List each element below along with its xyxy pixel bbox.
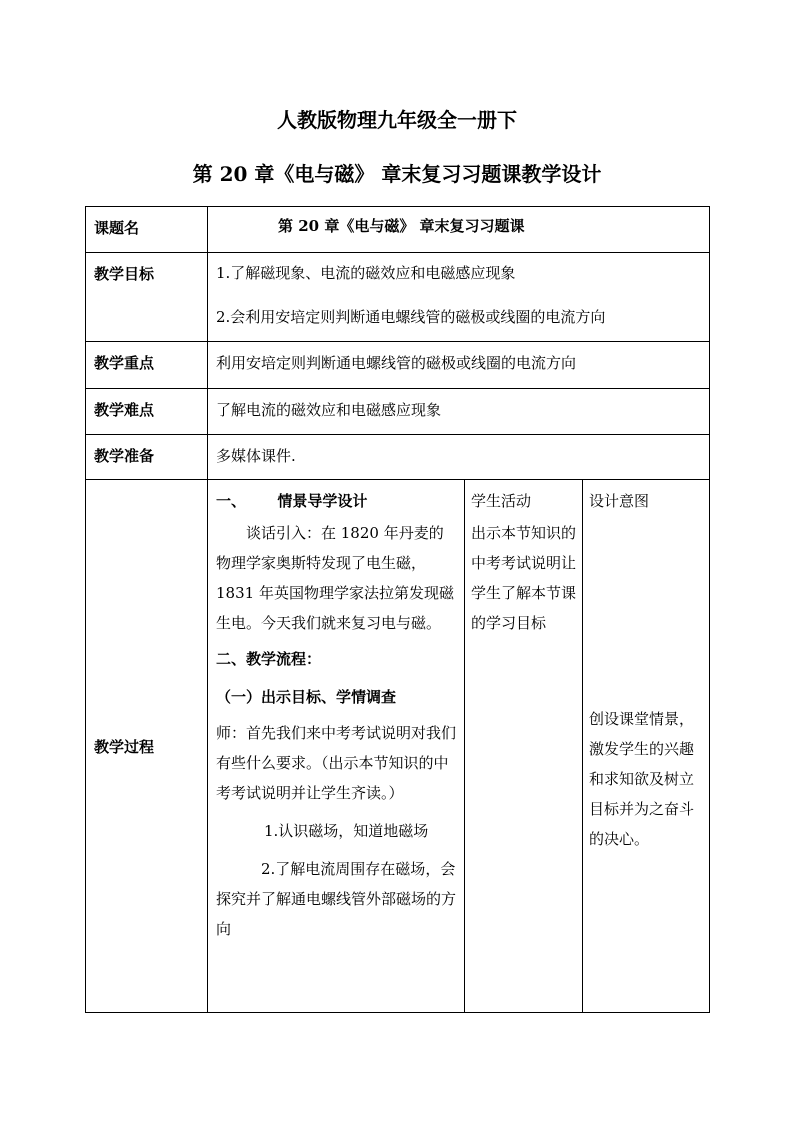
document-subtitle: 第 20 章《电与磁》 章末复习习题课教学设计	[192, 162, 602, 186]
row-process	[86, 480, 710, 1013]
goal-item-2: 2.会利用安培定则判断通电螺线管的磁极或线圈的电流方向	[216, 308, 606, 326]
row-goals	[86, 253, 710, 342]
goals-label: 教学目标	[86, 253, 208, 342]
preparation-label: 教学准备	[86, 435, 208, 480]
requirement-2: 2.了解电流周围存在磁场，会探究并了解通电螺线管外部磁场的方向	[216, 860, 457, 938]
goals-cell	[208, 253, 710, 342]
student-activity-text: 出示本节知识的中考考试说明让学生了解本节课的学习目标	[471, 524, 577, 632]
row-keypoint	[86, 342, 710, 389]
difficulty-label: 教学难点	[86, 389, 208, 435]
goal-item-1: 1.了解磁现象、电流的磁效应和电磁感应现象	[216, 264, 516, 282]
row-preparation	[86, 435, 710, 480]
design-intent-header: 设计意图	[589, 492, 650, 510]
process-label: 教学过程	[86, 480, 208, 1013]
keypoint-label: 教学重点	[86, 342, 208, 389]
student-activity-cell	[465, 480, 583, 1013]
lesson-plan-table	[85, 206, 710, 1013]
row-topic	[86, 207, 710, 253]
document-title: 人教版物理九年级全一册下	[277, 108, 517, 132]
topic-value: 第 20 章《电与磁》 章末复习习题课	[208, 207, 710, 253]
difficulty-value: 了解电流的磁效应和电磁感应现象	[208, 389, 710, 435]
intro-text: 谈话引入：在 1820 年丹麦的物理学家奥斯特发现了电生磁，1831 年英国物理学家法拉第发现磁生电。今天我们就来复习电与磁。	[216, 524, 454, 632]
process-content	[208, 480, 465, 1013]
row-difficulty	[86, 389, 710, 435]
design-intent-cell	[583, 480, 710, 1013]
requirement-1: 1.认识磁场，知道地磁场	[264, 822, 429, 840]
section2-heading: 二、教学流程：	[216, 650, 322, 668]
sub1-heading: （一）出示目标、学情调查	[216, 688, 397, 706]
design-intent-text: 创设课堂情景，激发学生的兴趣和求知欲及树立目标并为之奋斗的决心。	[589, 710, 695, 848]
teacher-text: 师：首先我们来中考考试说明对我们有些什么要求。（出示本节知识的中考考试说明并让学生齐读。）	[216, 724, 457, 802]
student-activity-header: 学生活动	[471, 492, 532, 510]
preparation-value: 多媒体课件.	[208, 435, 710, 480]
keypoint-value: 利用安培定则判断通电螺线管的磁极或线圈的电流方向	[208, 342, 710, 389]
topic-label: 课题名	[86, 207, 208, 253]
section1-heading: 一、 情景导学设计	[216, 492, 368, 510]
